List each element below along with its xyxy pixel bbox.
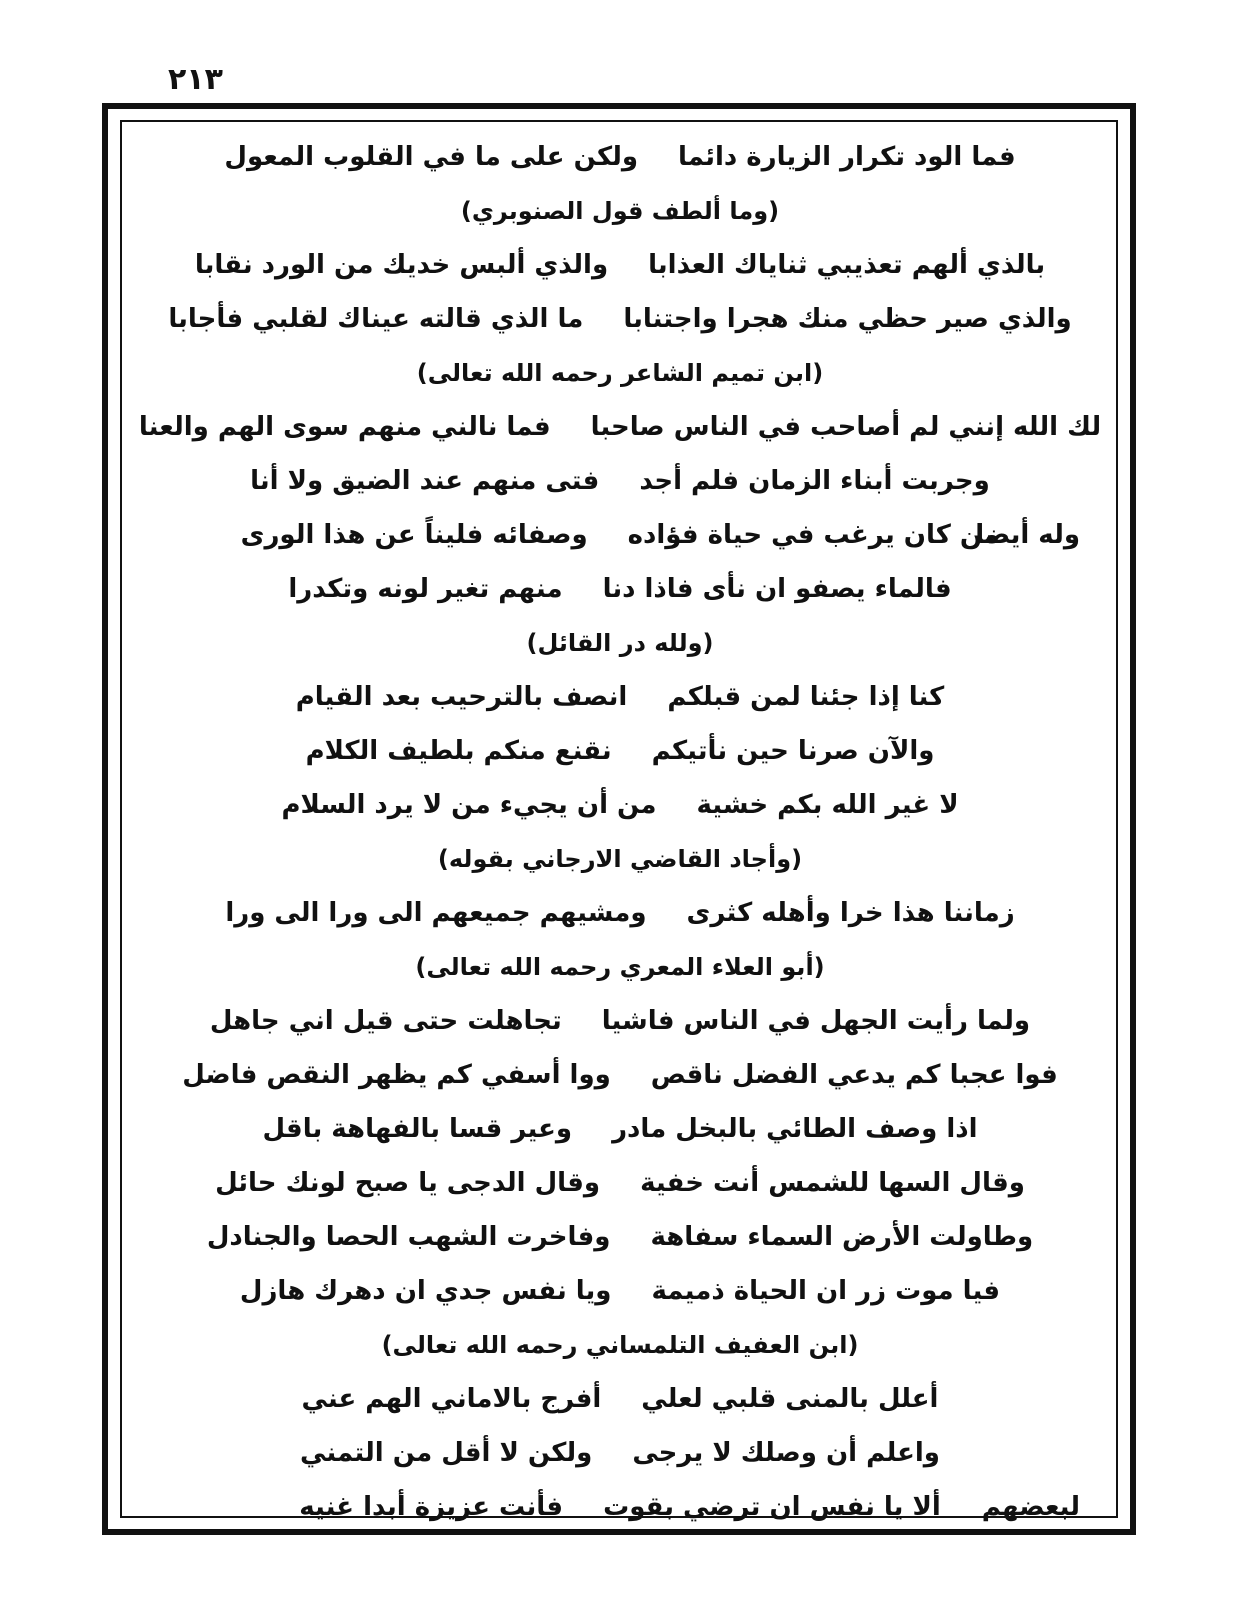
verse-line xyxy=(160,1156,1080,1210)
first-hemistich: فوا عجبا كم يدعي الفضل ناقص xyxy=(650,1060,1058,1090)
verse-line xyxy=(160,670,1080,724)
first-hemistich: ألا يا نفس ان ترضي بقوت xyxy=(603,1492,941,1522)
verse-line xyxy=(160,886,1080,940)
verse-line xyxy=(160,994,1080,1048)
first-hemistich: اذا وصف الطائي بالبخل مادر xyxy=(612,1114,978,1144)
verse-line xyxy=(160,724,1080,778)
verse-line xyxy=(160,1264,1080,1318)
first-hemistich: لا غير الله بكم خشية xyxy=(696,790,959,820)
second-hemistich: أفرج بالاماني الهم عني xyxy=(301,1384,602,1414)
verse-line xyxy=(160,1426,1080,1480)
page-number: ٢١٣ xyxy=(168,62,223,97)
speaker-label: وله أيضا xyxy=(975,520,1080,550)
first-hemistich: والآن صرنا حين نأتيكم xyxy=(651,736,935,766)
second-hemistich: ويا نفس جدي ان دهرك هازل xyxy=(239,1276,612,1306)
speaker-label: لبعضهم xyxy=(981,1492,1080,1522)
second-hemistich: فتى منهم عند الضيق ولا أنا xyxy=(250,466,600,496)
poetry-text-block xyxy=(138,130,1102,1534)
first-hemistich: وقال السها للشمس أنت خفية xyxy=(640,1168,1025,1198)
second-hemistich: وقال الدجى يا صبح لونك حائل xyxy=(215,1168,601,1198)
first-hemistich: زماننا هذا خرا وأهله كثرى xyxy=(686,898,1015,928)
section-heading: (وأجاد القاضي الارجاني بقوله) xyxy=(437,845,803,873)
first-hemistich: واعلم أن وصلك لا يرجى xyxy=(632,1438,940,1468)
verse-line xyxy=(160,1048,1080,1102)
section-heading: (أبو العلاء المعري رحمه الله تعالى) xyxy=(415,953,825,981)
verse-line xyxy=(160,1480,1080,1534)
first-hemistich: فالماء يصفو ان نأى فاذا دنا xyxy=(602,574,952,604)
second-hemistich: تجاهلت حتى قيل اني جاهل xyxy=(209,1006,562,1036)
second-hemistich: منهم تغير لونه وتكدرا xyxy=(288,574,563,604)
verse-line xyxy=(160,508,1080,562)
section-heading: (ابن تميم الشاعر رحمه الله تعالى) xyxy=(416,359,824,387)
second-hemistich: نقنع منكم بلطيف الكلام xyxy=(305,736,612,766)
second-hemistich: وصفائه فليناً عن هذا الورى xyxy=(240,520,588,550)
second-hemistich: فأنت عزيزة أبدا غنيه xyxy=(299,1492,564,1522)
first-hemistich: بالذي ألهم تعذيبي ثناياك العذابا xyxy=(648,250,1046,280)
verse-line xyxy=(160,1102,1080,1156)
second-hemistich: ومشيهم جميعهم الى ورا الى ورا xyxy=(225,898,647,928)
second-hemistich: ما الذي قالته عيناك لقلبي فأجابا xyxy=(168,304,584,334)
verse-line xyxy=(160,778,1080,832)
second-hemistich: والذي ألبس خديك من الورد نقابا xyxy=(194,250,609,280)
first-hemistich: ولما رأيت الجهل في الناس فاشيا xyxy=(601,1006,1031,1036)
section-heading: (وما ألطف قول الصنوبري) xyxy=(460,197,780,225)
verse-line xyxy=(160,562,1080,616)
verse-line xyxy=(160,292,1080,346)
second-hemistich: فما نالني منهم سوى الهم والعنا xyxy=(138,412,551,442)
first-hemistich: من كان يرغب في حياة فؤاده xyxy=(627,520,1000,550)
first-hemistich: فما الود تكرار الزيارة دائما xyxy=(678,142,1016,172)
verse-line xyxy=(160,130,1080,184)
second-hemistich: وفاخرت الشهب الحصا والجنادل xyxy=(206,1222,611,1252)
verse-line xyxy=(160,1372,1080,1426)
second-hemistich: من أن يجيء من لا يرد السلام xyxy=(281,790,657,820)
first-hemistich: وطاولت الأرض السماء سفاهة xyxy=(650,1222,1034,1252)
second-hemistich: ووا أسفي كم يظهر النقص فاضل xyxy=(182,1060,611,1090)
second-hemistich: وعير قسا بالفهاهة باقل xyxy=(262,1114,573,1144)
verse-line xyxy=(138,400,1102,454)
section-heading: (ولله در القائل) xyxy=(526,629,714,657)
first-hemistich: وجربت أبناء الزمان فلم أجد xyxy=(639,466,990,496)
first-hemistich: كنا إذا جئنا لمن قبلكم xyxy=(667,682,945,712)
second-hemistich: انصف بالترحيب بعد القيام xyxy=(295,682,628,712)
first-hemistich: فيا موت زر ان الحياة ذميمة xyxy=(651,1276,1001,1306)
verse-line xyxy=(160,454,1080,508)
second-hemistich: ولكن لا أقل من التمني xyxy=(300,1438,593,1468)
verse-line xyxy=(160,238,1080,292)
second-hemistich: ولكن على ما في القلوب المعول xyxy=(224,142,639,172)
verse-line xyxy=(160,1210,1080,1264)
first-hemistich: أعلل بالمنى قلبي لعلي xyxy=(641,1384,939,1414)
first-hemistich: لك الله إنني لم أصاحب في الناس صاحبا xyxy=(590,412,1102,442)
section-heading: (ابن العفيف التلمساني رحمه الله تعالى) xyxy=(381,1331,859,1359)
first-hemistich: والذي صير حظي منك هجرا واجتنابا xyxy=(623,304,1072,334)
